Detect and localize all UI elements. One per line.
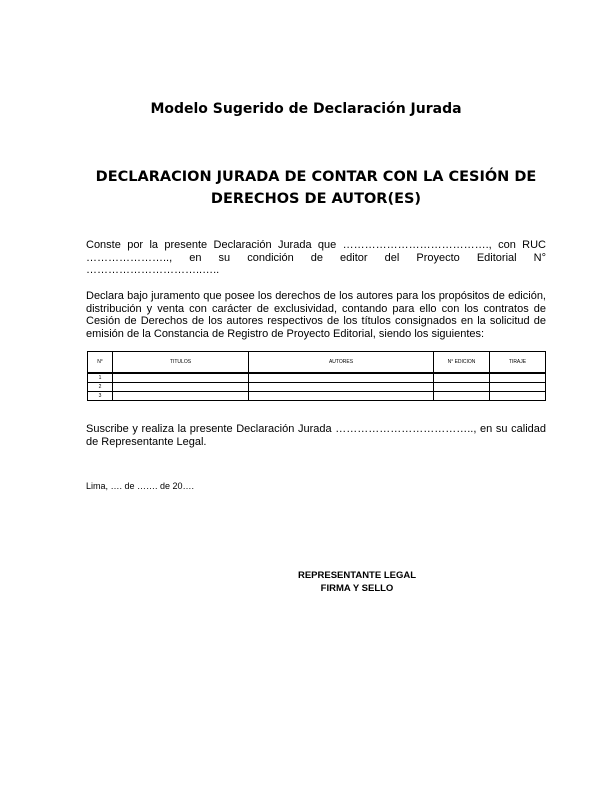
titles-table xyxy=(87,351,546,401)
declaration-body-paragraph: Declara bajo juramento que posee los derechos de los autores para los propósitos de edición, distribución y venta con carácter de exclusividad, contando para ello con los contratos de Cesión de Derechos de los autores respectivos de los títulos consignados en la solicitud de emisión de la Constancia de Registro de Proyecto Editorial, siendo los siguientes: xyxy=(86,290,546,340)
titles-cell xyxy=(113,392,249,401)
print-run-cell xyxy=(490,392,546,401)
titles-cell xyxy=(113,373,249,383)
signature-instruction: FIRMA Y SELLO xyxy=(320,582,394,594)
authors-cell xyxy=(249,392,434,401)
edition-cell xyxy=(434,392,490,401)
print-run-cell xyxy=(490,383,546,392)
edition-cell xyxy=(434,373,490,383)
print-run-cell xyxy=(490,373,546,383)
document-title: DECLARACION JURADA DE CONTAR CON LA CESIÓN DE DERECHOS DE AUTOR(ES) xyxy=(95,169,537,207)
authors-cell xyxy=(249,383,434,392)
titles-cell xyxy=(113,383,249,392)
subscription-paragraph: Suscribe y realiza la presente Declaración Jurada ……………………………….., en su calidad de Representante Legal. xyxy=(86,423,546,448)
table-row xyxy=(88,383,546,392)
row-number-cell: 1 xyxy=(88,373,113,383)
table-header-row xyxy=(88,352,546,374)
place-and-date: Lima, …. de ……. de 20…. xyxy=(86,481,195,491)
declaration-intro-paragraph: Conste por la presente Declaración Jurada que …………………………………., con RUC ………………….., en su condición de editor del Proyecto Editorial N° …………………………..….. xyxy=(86,239,546,276)
table-row xyxy=(88,373,546,383)
table-row xyxy=(88,392,546,401)
authors-cell xyxy=(249,373,434,383)
header-titles: TITULOS xyxy=(113,352,249,374)
edition-cell xyxy=(434,383,490,392)
row-number-cell: 2 xyxy=(88,383,113,392)
document-subtitle: Modelo Sugerido de Declaración Jurada xyxy=(150,101,462,117)
header-number: N° xyxy=(88,352,113,374)
signature-block xyxy=(257,570,457,595)
header-print-run: TIRAJE xyxy=(490,352,546,374)
signature-role: REPRESENTANTE LEGAL xyxy=(297,570,417,581)
header-authors: AUTORES xyxy=(249,352,434,374)
header-edition-number: N° EDICION xyxy=(434,352,490,374)
row-number-cell: 3 xyxy=(88,392,113,401)
